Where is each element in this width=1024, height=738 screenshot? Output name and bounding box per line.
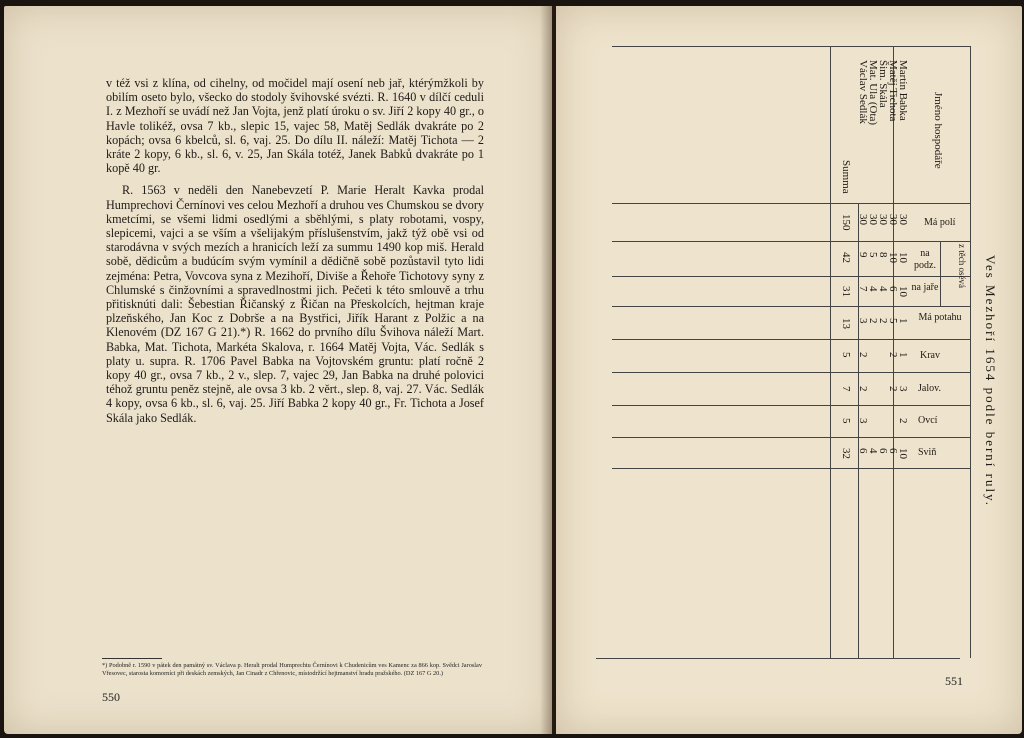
cell: 9 bbox=[857, 252, 869, 258]
cell: 2 bbox=[887, 352, 899, 358]
cell: 2 bbox=[887, 386, 899, 392]
cell: 3 bbox=[897, 386, 909, 392]
cell: 2 bbox=[877, 318, 889, 324]
cell: 6 bbox=[877, 448, 889, 454]
table-rule bbox=[596, 658, 960, 659]
cell: 30 bbox=[877, 214, 889, 225]
cell: 10 bbox=[897, 252, 909, 263]
row-name: Martin Babka bbox=[897, 60, 909, 121]
header-group: z těch osévá bbox=[957, 244, 967, 288]
cell: 4 bbox=[877, 286, 889, 292]
cell: 2 bbox=[857, 386, 869, 392]
summa-cell: 5 bbox=[840, 352, 852, 358]
summa-cell: 150 bbox=[840, 214, 852, 231]
cell: 10 bbox=[887, 252, 899, 263]
row-name: Václav Sedlák bbox=[857, 60, 869, 124]
cell: 4 bbox=[867, 448, 879, 454]
paragraph-2: R. 1563 v neděli den Nanebevzetí P. Marie Heralt Kavka prodal Humprechovi Černínovi ves celou Mezhoří a druhou ves Chumskou se dvory kmetcími, se všemi lidmi osedlými a sběhlými, s platy robotami, vospy, slepicemi, vajci a se vším a všelijakým příslušenstvím, jakž týž obě vsi od starodávna v svých mezích a hranicích leží za summu 1490 kop miš. Herald sobě, dědicům a budúcím svým vymínil a dědičně sobě pozůstavil tyto lidi zejména: Petra, Vovcova syna z Mezihoří, Diviše a Řehoře Tichotovy syny z Chlumské s činžovními a spravedlnostmi jich. Pečeti k této smlouvě a trhu přitisknúti dali: Šebestian Řičanský z Řičan na Přeskolcích, hejtman kraje plzeňského, Jan Koc z Dobrše a na Bystřici, Jiřík Harant z Polžic a na Klenovém (DZ 167 G 21).*) R. 1662 do prvního dílu Švihova náleží Mart. Babka, Mat. Tichota, Markéta Skalova, r. 1664 Matěj Vojta, Vác. Sedlák s platy u. supra. R. 1706 Pavel Babka na Vojtovském gruntu: platí ročně 2 kopy 40 gr., ovsa 7 kb., 2 v., slep. 7, vajec 29, Jan Babka na druhé polovici téhož gruntu peněz stejně, ale ovsa 3 kb. 2 věrt., slep. 8, vaj. 27. Vác. Sedlák 4 kopy, ovsa 6 kb., sl. 6, vaj. 25. Jiří Babka 2 kopy 40 gr., Fr. Tichota a Josef Skála jako Sedlák. bbox=[106, 183, 484, 425]
cell: 8 bbox=[877, 252, 889, 258]
cell: 3 bbox=[857, 418, 869, 424]
cell: 6 bbox=[887, 448, 899, 454]
table-title: Ves Mezhoří 1654 podle berní ruly. bbox=[983, 255, 998, 508]
header-name: Jméno hospodáře bbox=[932, 92, 944, 169]
paragraph-1: v též vsi z klína, od cihelny, od močidel mají osení neb jař, ktérýmžkoli by obilím oseto bylo, všecko do stodoly švihovské svézti. R. 1640 v dílčí ceduli I. z Mezhoří se uvádí než Jan Vojta, jenž platí úroku o sv. Jiří 2 kopy 40 gr., o Havle tolikéž, ovsa 7 kb., slepic 15, vajec 58, Matěj Sedlák dvakráte po 2 kopách; ovsa 6 kbelců, sl. 6, vaj. 25. Do dílu II. náleží: Matěj Tichota — 2 kráte 2 kopy, 6 kb., sl. 6, v. 25, Jan Skála totéž, Janek Babků dvakráte po 1 kopě 40 gr. bbox=[106, 76, 484, 176]
row-name: Mat. Ula (Ota) bbox=[867, 60, 879, 126]
table-rule bbox=[612, 405, 970, 406]
header-svin: Sviň bbox=[918, 447, 937, 458]
summa-label: Summa bbox=[840, 160, 852, 194]
cell: 6 bbox=[887, 286, 899, 292]
cell: 7 bbox=[857, 286, 869, 292]
cell: 2 bbox=[867, 318, 879, 324]
table-rule bbox=[612, 339, 970, 340]
summa-cell: 32 bbox=[840, 448, 852, 459]
table-rule bbox=[612, 372, 970, 373]
header-ma-poli: Má polí bbox=[924, 217, 956, 228]
table-rule bbox=[612, 203, 970, 204]
row-name: Matěj Tichota bbox=[887, 60, 899, 122]
summa-cell: 7 bbox=[840, 386, 852, 392]
table-rule bbox=[612, 46, 970, 47]
table-rule bbox=[612, 468, 970, 469]
page-number-left: 550 bbox=[102, 690, 120, 704]
cell: 10 bbox=[897, 286, 909, 297]
table-rule bbox=[858, 203, 859, 658]
cell: 30 bbox=[867, 214, 879, 225]
page-number-right: 551 bbox=[945, 674, 963, 688]
summa-cell: 13 bbox=[840, 318, 852, 329]
footnote: *) Podobně r. 1590 v pátek den památný sv. Václava p. Heralt prodal Humprechtu Černínovi k Chudenicům ves Kamenc za 866 kop. Svědci Jaroslav Vřesovec, starosta komorníci při deskách zemských, Jan Cinadr z Chřenovic, místodržící hejtmanství hradu pražského. (DZ 167 G 20.) bbox=[102, 662, 482, 677]
summa-cell: 31 bbox=[840, 286, 852, 297]
table-rule bbox=[830, 46, 831, 658]
header-ma-potahu: Má potahu bbox=[918, 312, 962, 323]
header-krav: Krav bbox=[920, 350, 940, 361]
cell: 2 bbox=[897, 418, 909, 424]
cell: 1 bbox=[897, 318, 909, 324]
cell: 30 bbox=[857, 214, 869, 225]
header-na-jare: na jaře bbox=[911, 282, 939, 293]
table-rule bbox=[612, 306, 970, 307]
table-rule bbox=[940, 241, 941, 306]
table-rule bbox=[970, 46, 971, 658]
header-na-podz: na podz. bbox=[914, 248, 936, 271]
cell: 3 bbox=[857, 318, 869, 324]
table-rule bbox=[612, 241, 970, 242]
cell: 6 bbox=[857, 448, 869, 454]
cell: 5 bbox=[887, 318, 899, 324]
table-rule bbox=[612, 437, 970, 438]
cell: 4 bbox=[867, 286, 879, 292]
summa-cell: 5 bbox=[840, 418, 852, 424]
header-jalov: Jalov. bbox=[918, 383, 941, 394]
cell: 2 bbox=[857, 352, 869, 358]
cell: 5 bbox=[867, 252, 879, 258]
table-rule bbox=[612, 276, 970, 277]
cell: 10 bbox=[897, 448, 909, 459]
cell: 30 bbox=[897, 214, 909, 225]
cell: 1 bbox=[897, 352, 909, 358]
summa-cell: 42 bbox=[840, 252, 852, 263]
header-ovci: Ovcí bbox=[918, 415, 938, 426]
cell: 30 bbox=[887, 214, 899, 225]
row-name: Šim. Skála bbox=[877, 60, 889, 108]
